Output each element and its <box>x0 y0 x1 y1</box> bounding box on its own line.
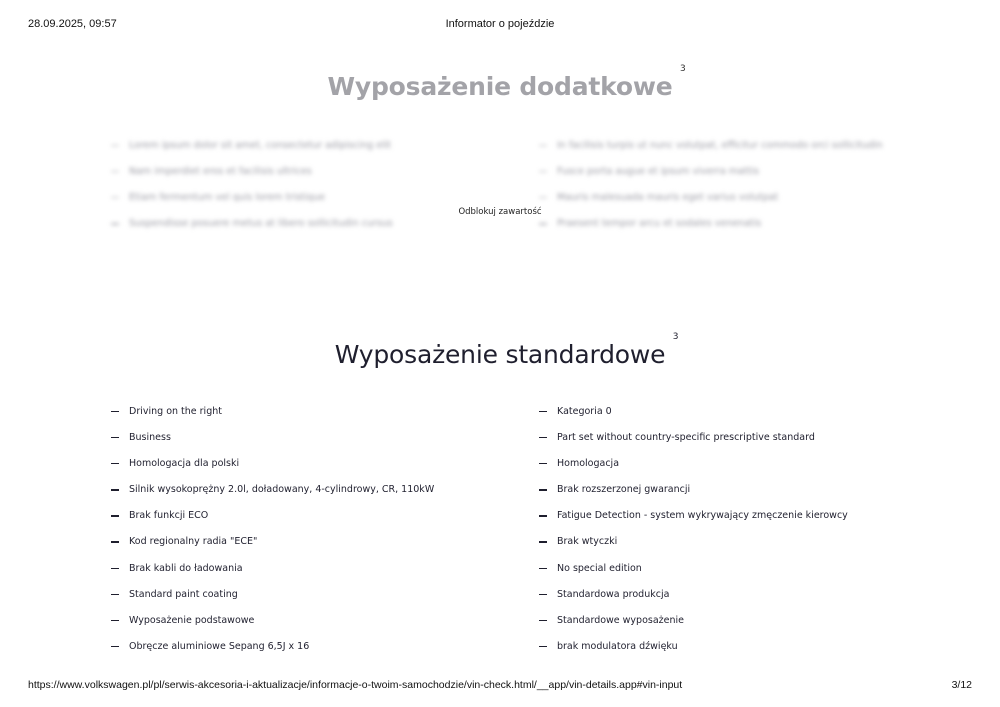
dash-bullet-icon <box>111 463 119 464</box>
list-item: Homologacja dla polski <box>111 457 434 483</box>
dash-bullet-icon <box>111 620 119 621</box>
dash-bullet-icon <box>111 223 119 224</box>
dash-bullet-icon <box>539 620 547 621</box>
list-item: Brak wtyczki <box>539 535 848 561</box>
standard-equipment-list-left <box>111 405 434 666</box>
dash-bullet-icon <box>111 489 119 490</box>
list-item: Praesent tempor arcu et sodales venenatis <box>539 217 883 243</box>
dash-bullet-icon <box>111 145 119 146</box>
dash-bullet-icon <box>111 197 119 198</box>
list-item: Mauris malesuada mauris eget varius volutpat <box>539 191 883 217</box>
dash-bullet-icon <box>539 411 547 412</box>
list-item: Brak kabli do ładowania <box>111 562 434 588</box>
standard-equipment-title: Wyposażenie standardowe <box>334 340 666 369</box>
optional-equipment-list-right <box>539 139 883 243</box>
list-item: Standardowe wyposażenie <box>539 614 848 640</box>
list-item: Part set without country-specific prescriptive standard <box>539 431 848 457</box>
list-item: Nam imperdiet eros et facilisis ultrices <box>111 165 393 191</box>
list-item: Fusce porta augue et ipsum viverra mattis <box>539 165 883 191</box>
unlock-content-link[interactable]: Odblokuj zawartość <box>0 207 1000 217</box>
dash-bullet-icon <box>111 437 119 438</box>
standard-equipment-list-right <box>539 405 848 666</box>
dash-bullet-icon <box>539 568 547 569</box>
optional-equipment-title: Wyposażenie dodatkowe <box>327 72 673 101</box>
list-item: No special edition <box>539 562 848 588</box>
dash-bullet-icon <box>539 463 547 464</box>
list-item: Wyposażenie podstawowe <box>111 614 434 640</box>
list-item: Homologacja <box>539 457 848 483</box>
optional-equipment-list-left <box>111 139 393 243</box>
list-item: Silnik wysokoprężny 2.0l, doładowany, 4-cylindrowy, CR, 110kW <box>111 483 434 509</box>
dash-bullet-icon <box>111 646 119 647</box>
standard-equipment-heading <box>0 332 1000 369</box>
dash-bullet-icon <box>111 171 119 172</box>
list-item: Suspendisse posuere metus at libero sollicitudin cursus <box>111 217 393 243</box>
dash-bullet-icon <box>539 489 547 490</box>
dash-bullet-icon <box>111 411 119 412</box>
list-item: In facilisis turpis ut nunc volutpat, efficitur commodo orci sollicitudin <box>539 139 883 165</box>
dash-bullet-icon <box>539 594 547 595</box>
dash-bullet-icon <box>111 541 119 542</box>
dash-bullet-icon <box>539 197 547 198</box>
print-url: https://www.volkswagen.pl/pl/serwis-akcesoria-i-aktualizacje/informacje-o-twoim-samochodzie/vin-check.html/__app/vin-details.app#vin-input <box>28 679 683 691</box>
dash-bullet-icon <box>111 594 119 595</box>
dash-bullet-icon <box>539 171 547 172</box>
list-item: brak modulatora dźwięku <box>539 640 848 666</box>
dash-bullet-icon <box>539 646 547 647</box>
list-item: Kategoria 0 <box>539 405 848 431</box>
list-item: Standard paint coating <box>111 588 434 614</box>
dash-bullet-icon <box>111 515 119 516</box>
dash-bullet-icon <box>111 568 119 569</box>
list-item: Business <box>111 431 434 457</box>
list-item: Standardowa produkcja <box>539 588 848 614</box>
list-item: Driving on the right <box>111 405 434 431</box>
list-item: Fatigue Detection - system wykrywający zmęczenie kierowcy <box>539 509 848 535</box>
list-item: Obręcze aluminiowe Sepang 6,5J x 16 <box>111 640 434 666</box>
page-number: 3/12 <box>951 679 972 691</box>
print-datetime: 28.09.2025, 09:57 <box>28 18 117 30</box>
list-item: Etiam fermentum vel quis lorem tristique <box>111 191 393 217</box>
dash-bullet-icon <box>539 223 547 224</box>
optional-equipment-footnote: 3 <box>679 64 686 74</box>
standard-equipment-footnote: 3 <box>672 332 679 342</box>
dash-bullet-icon <box>539 515 547 516</box>
list-item: Kod regionalny radia "ECE" <box>111 535 434 561</box>
dash-bullet-icon <box>539 437 547 438</box>
list-item: Brak funkcji ECO <box>111 509 434 535</box>
print-page-title: Informator o pojeździe <box>445 18 555 30</box>
list-item: Lorem ipsum dolor sit amet, consectetur adipiscing elit <box>111 139 393 165</box>
dash-bullet-icon <box>539 145 547 146</box>
dash-bullet-icon <box>539 541 547 542</box>
optional-equipment-heading <box>0 64 1000 101</box>
list-item: Brak rozszerzonej gwarancji <box>539 483 848 509</box>
